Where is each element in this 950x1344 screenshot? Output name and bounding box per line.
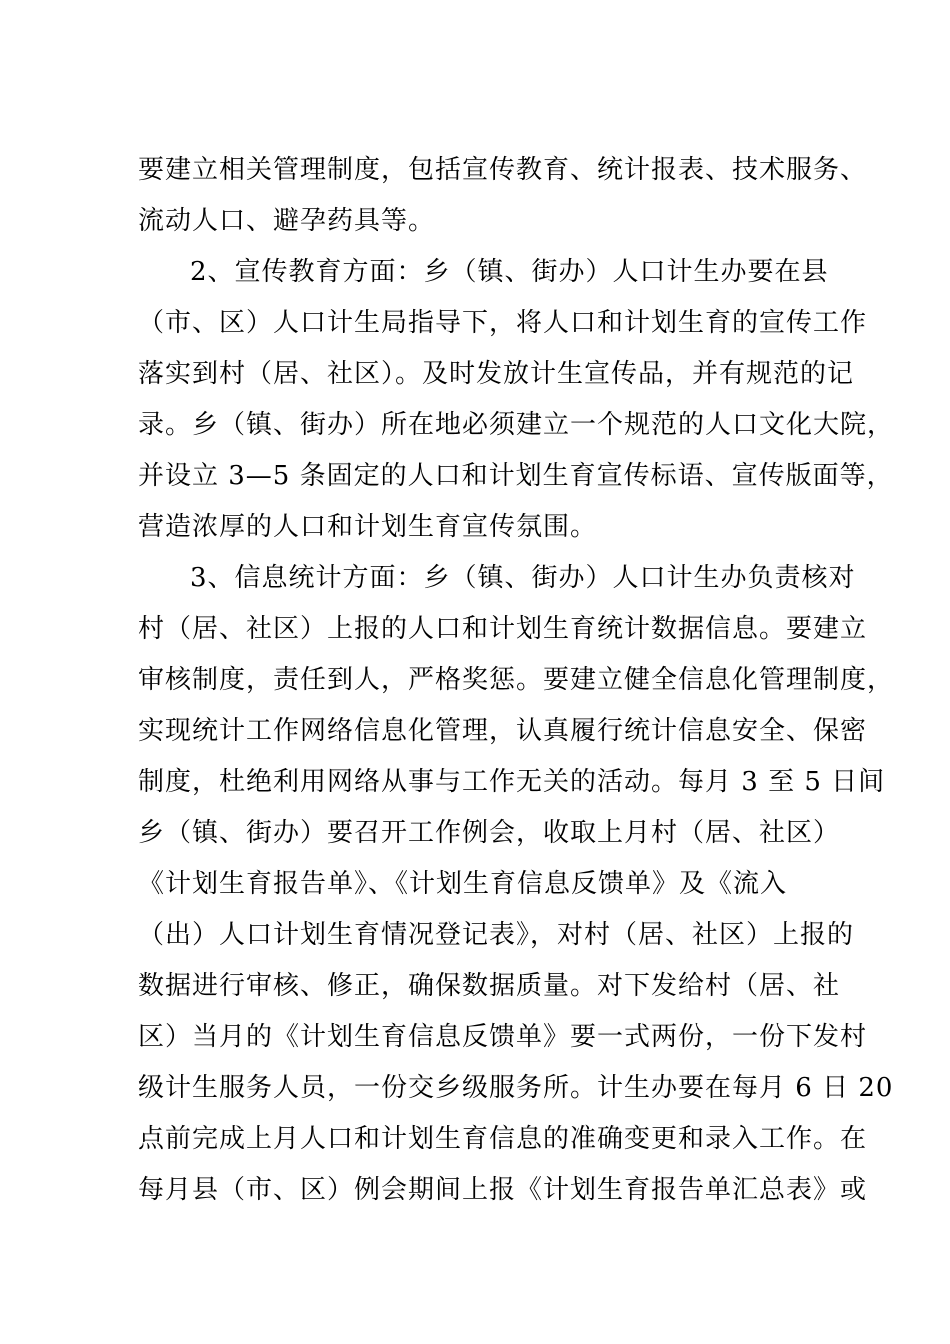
text-line: 审核制度，责任到人，严格奖惩。要建立健全信息化管理制度， — [138, 665, 895, 695]
text-line: 要建立相关管理制度，包括宣传教育、统计报表、技术服务、 — [138, 155, 868, 185]
text-line: 级计生服务人员，一份交乡级服务所。计生办要在每月 6 日 20 — [138, 1073, 894, 1103]
text-line: （市、区）人口计生局指导下，将人口和计划生育的宣传工作 — [138, 308, 868, 338]
text-line: 区）当月的《计划生育信息反馈单》要一式两份，一份下发村 — [138, 1022, 868, 1052]
body-text — [138, 145, 895, 1216]
text-line: （出）人口计划生育情况登记表》，对村（居、社区）上报的 — [138, 920, 855, 950]
text-line: 录。乡（镇、街办）所在地必须建立一个规范的人口文化大院， — [138, 410, 895, 440]
text-line: 实现统计工作网络信息化管理，认真履行统计信息安全、保密 — [138, 716, 868, 746]
text-line: 村（居、社区）上报的人口和计划生育统计数据信息。要建立 — [138, 614, 868, 644]
text-line: 落实到村（居、社区）。及时发放计生宣传品，并有规范的记 — [138, 359, 855, 389]
text-line: 营造浓厚的人口和计划生育宣传氛围。 — [138, 512, 598, 542]
text-line: 点前完成上月人口和计划生育信息的准确变更和录入工作。在 — [138, 1124, 868, 1154]
paragraph-2-start: 2、宣传教育方面：乡（镇、街办）人口计生办要在县 — [190, 257, 829, 287]
paragraph-3-start: 3、信息统计方面：乡（镇、街办）人口计生办负责核对 — [190, 563, 856, 593]
text-line: 每月县（市、区）例会期间上报《计划生育报告单汇总表》或 — [138, 1175, 868, 1205]
text-line: 制度，杜绝利用网络从事与工作无关的活动。每月 3 至 5 日间 — [138, 767, 886, 797]
text-line: 数据进行审核、修正，确保数据质量。对下发给村（居、社 — [138, 971, 841, 1001]
text-line: 乡（镇、街办）要召开工作例会，收取上月村（居、社区） — [138, 818, 841, 848]
text-line: 并设立 3—5 条固定的人口和计划生育宣传标语、宣传版面等， — [138, 461, 894, 491]
text-line: 《计划生育报告单》、《计划生育信息反馈单》及《流入 — [138, 869, 788, 899]
text-line: 流动人口、避孕药具等。 — [138, 206, 436, 236]
